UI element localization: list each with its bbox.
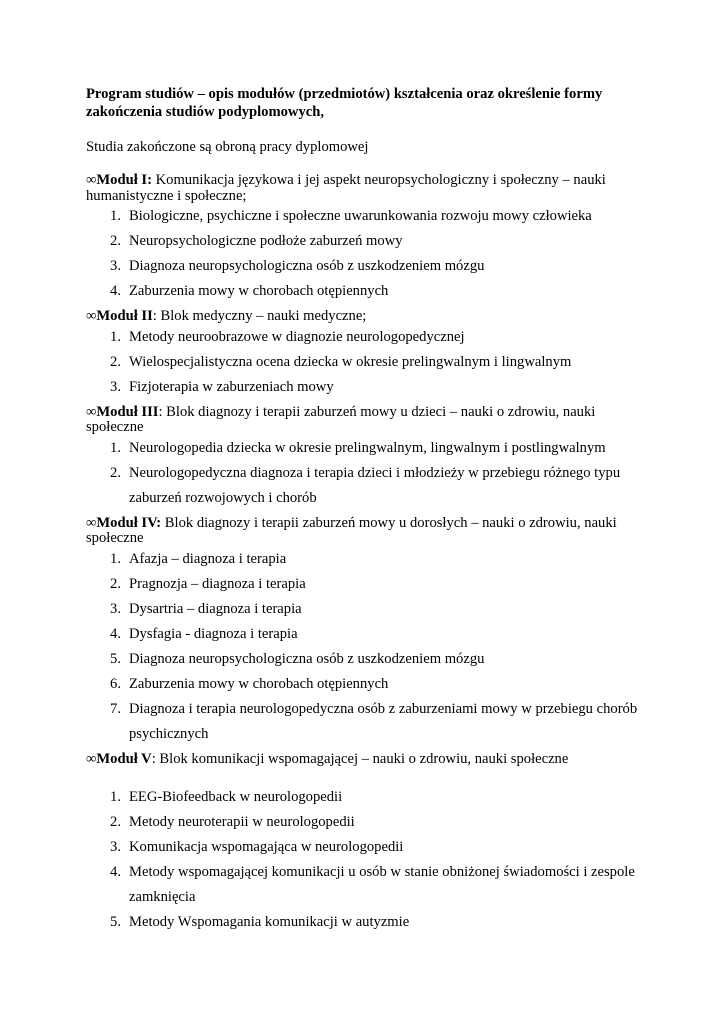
item-number: 7.: [110, 700, 121, 717]
infinity-symbol: ∞: [86, 308, 97, 324]
module-4: [86, 516, 646, 747]
blank-line: [86, 767, 646, 785]
list-item: [86, 860, 646, 910]
infinity-symbol: ∞: [86, 514, 97, 531]
module-2: [86, 309, 646, 400]
module-heading: [86, 516, 646, 547]
module-item-list: [86, 204, 646, 304]
item-text: Neurologopedia dziecka w okresie prelingwalnym, lingwalnym i postlingwalnym: [129, 439, 606, 456]
module-5: [86, 752, 646, 936]
module-1: [86, 173, 646, 304]
module-name: Moduł V: [96, 750, 152, 767]
module-heading: [86, 752, 646, 768]
module-name: Moduł I:: [96, 172, 152, 188]
module-description: Blok diagnozy i terapii zaburzeń mowy u dorosłych – nauki o zdrowiu, nauki społeczne: [86, 514, 617, 546]
item-text: Metody neuroobrazowe w diagnozie neurologopedycznej: [129, 328, 465, 345]
item-number: 5.: [110, 914, 121, 930]
list-item: [86, 910, 646, 935]
item-text: Afazja – diagnoza i terapia: [129, 550, 287, 567]
list-item: [86, 622, 646, 647]
list-item: [86, 810, 646, 835]
module-description: Komunikacja językowa i jej aspekt neuropsychologiczny i społeczny – nauki humanistyczne i społeczne;: [86, 172, 606, 204]
infinity-symbol: ∞: [86, 172, 97, 188]
module-item-list: [86, 785, 646, 935]
item-number: 2.: [110, 233, 121, 249]
item-number: 1.: [110, 328, 121, 345]
list-item: [86, 229, 646, 254]
module-item-list: [86, 547, 646, 747]
list-item: [86, 785, 646, 810]
module-heading: [86, 173, 646, 204]
module-heading: [86, 405, 646, 436]
item-text: Diagnoza i terapia neurologopedyczna osób z zaburzeniami mowy w przebiegu chorób psychicznych: [129, 700, 638, 742]
item-number: 1.: [110, 550, 121, 567]
item-number: 2.: [110, 353, 121, 370]
list-item: [86, 597, 646, 622]
item-number: 1.: [110, 208, 121, 224]
item-text: Neuropsychologiczne podłoże zaburzeń mowy: [129, 233, 403, 249]
list-item: [86, 572, 646, 597]
item-text: Zaburzenia mowy w chorobach otępiennych: [129, 675, 389, 692]
item-number: 4.: [110, 864, 121, 880]
item-number: 3.: [110, 600, 121, 617]
item-text: Pragnozja – diagnoza i terapia: [129, 575, 306, 592]
module-heading: [86, 309, 646, 325]
item-text: Diagnoza neuropsychologiczna osób z uszkodzeniem mózgu: [129, 258, 485, 274]
item-number: 5.: [110, 650, 121, 667]
list-item: [86, 461, 646, 511]
item-text: Wielospecjalistyczna ocena dziecka w okresie prelingwalnym i lingwalnym: [129, 353, 572, 370]
module-name: Moduł IV:: [96, 514, 162, 531]
list-item: [86, 325, 646, 350]
item-text: Dysartria – diagnoza i terapia: [129, 600, 302, 617]
item-text: Dysfagia - diagnoza i terapia: [129, 625, 298, 642]
module-name: Moduł II: [96, 308, 153, 324]
module-item-list: [86, 436, 646, 511]
item-number: 1.: [110, 439, 121, 456]
item-number: 4.: [110, 283, 121, 299]
document-title: Program studiów – opis modułów (przedmiotów) kształcenia oraz określenie formy zakończenia studiów podyplomowych,: [86, 86, 603, 120]
list-item: [86, 279, 646, 304]
module-description: : Blok medyczny – nauki medyczne;: [152, 308, 367, 324]
module-description: : Blok komunikacji wspomagającej – nauki o zdrowiu, nauki społeczne: [151, 750, 569, 767]
item-text: Neurologopedyczna diagnoza i terapia dzieci i młodzieży w przebiegu różnego typu zaburzeń rozwojowych i chorób: [129, 464, 621, 506]
module-item-list: [86, 325, 646, 400]
item-number: 2.: [110, 814, 121, 830]
module-name: Moduł III: [96, 403, 159, 420]
intro-text: Studia zakończone są obroną pracy dyplomowej: [86, 139, 369, 155]
module-description: : Blok diagnozy i terapii zaburzeń mowy u dzieci – nauki o zdrowiu, nauki społeczne: [86, 403, 596, 435]
infinity-symbol: ∞: [86, 750, 97, 767]
item-text: Biologiczne, psychiczne i społeczne uwarunkowania rozwoju mowy człowieka: [129, 208, 592, 224]
item-number: 1.: [110, 789, 121, 805]
item-number: 2.: [110, 464, 121, 481]
list-item: [86, 672, 646, 697]
item-number: 3.: [110, 258, 121, 274]
item-number: 3.: [110, 839, 121, 855]
list-item: [86, 835, 646, 860]
infinity-symbol: ∞: [86, 403, 97, 420]
item-text: Diagnoza neuropsychologiczna osób z uszkodzeniem mózgu: [129, 650, 485, 667]
list-item: [86, 436, 646, 461]
item-text: Komunikacja wspomagająca w neurologopedii: [129, 839, 404, 855]
document-page: [86, 85, 646, 940]
item-number: 6.: [110, 675, 121, 692]
list-item: [86, 254, 646, 279]
item-text: Metody neuroterapii w neurologopedii: [129, 814, 355, 830]
list-item: [86, 547, 646, 572]
list-item: [86, 647, 646, 672]
list-item: [86, 697, 646, 747]
item-text: Fizjoterapia w zaburzeniach mowy: [129, 378, 334, 395]
item-number: 3.: [110, 378, 121, 395]
list-item: [86, 350, 646, 375]
item-number: 4.: [110, 625, 121, 642]
item-text: Metody Wspomagania komunikacji w autyzmie: [129, 914, 410, 930]
list-item: [86, 375, 646, 400]
item-text: EEG-Biofeedback w neurologopedii: [129, 789, 343, 805]
item-text: Metody wspomagającej komunikacji u osób w stanie obniżonej świadomości i zespole zamknięcia: [129, 864, 635, 905]
item-text: Zaburzenia mowy w chorobach otępiennych: [129, 283, 389, 299]
item-number: 2.: [110, 575, 121, 592]
list-item: [86, 204, 646, 229]
module-3: [86, 405, 646, 511]
